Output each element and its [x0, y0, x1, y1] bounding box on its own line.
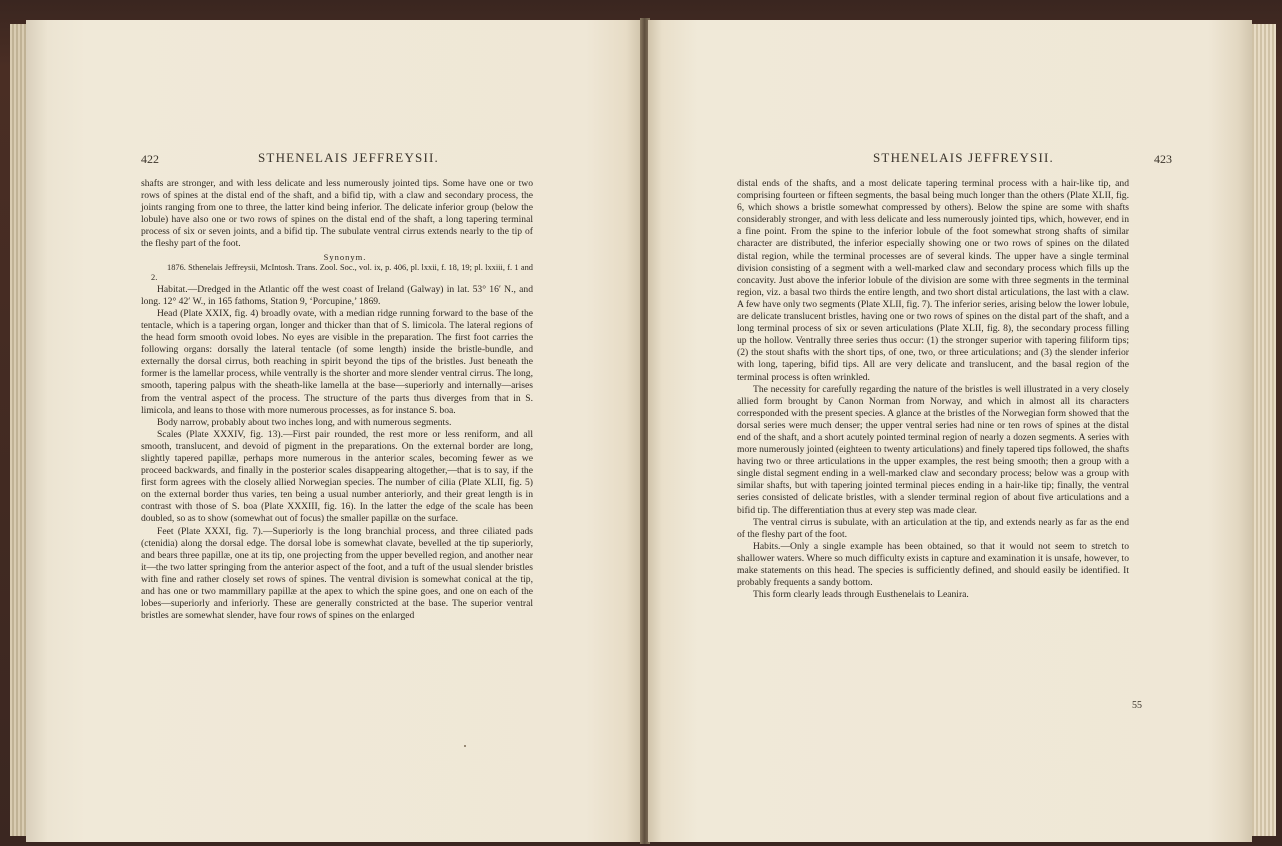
right-running-title: STHENELAIS JEFFREYSII. — [873, 150, 1054, 165]
right-paragraph: The ventral cirrus is subulate, with an articulation at the tip, and extends nearly as far as the end of the fleshy part of the foot. — [737, 516, 1129, 540]
left-page — [26, 20, 642, 842]
head-paragraph: Head (Plate XXIX, fig. 4) broadly ovate, with a median ridge running forward to the base of the tentacle, which is a tapering organ, longer and thicker than that of S. limicola. The lateral regions of the head form smooth ovoid lobes. No eyes are visible in the preparation. The first foot carries the following organs: dorsally the lateral tentacle (of some length) inside the bristle-bundle, and externally the dorsal cirrus, both reaching in spirit beyond the tips of the bristles. Just beneath the former is the lamellar process, while ventrally is the shorter and more slender ventral cirrus. The long, smooth, tapering palpus with the sheath-like lamella at the base—superiorly and internally—arises from the ventral aspect of the process. The structure of the parts thus diverges from that in S. limicola, and leans to those with more numerous processes, as for instance S. boa. — [141, 307, 533, 416]
left-page-edges — [10, 24, 26, 836]
right-page — [648, 20, 1252, 842]
left-paragraph: shafts are stronger, and with less delicate and less numerously jointed tips. Some have one or two rows of spines at the distal end of the shaft, and a bifid tip, with a claw and secondary process, the joints ranging from one to three, the latter kind being inferior. The delicate inferior group (below the lobule) have also one or two rows of spines on the distal end of the shaft, a long tapering terminal process of six or seven joints, and a bifid tip. The subulate ventral cirrus extends nearly to the tip of the fleshy part of the foot. — [141, 178, 533, 250]
scales-paragraph: Scales (Plate XXXIV, fig. 13).—First pair rounded, the rest more or less reniform, and all smooth, translucent, and devoid of pigment in the preparations. On the external border are long, slightly tapered papillæ, perhaps more numerous in the anterior scales, becoming fewer as we proceed backwards, and finally in the posterior scales disappearing altogether,—that is to say, if the first form agrees with the closely allied Norwegian species. The number of cilia (Plate XLII, fig. 5) on the external border thus varies, ten being a usual number anteriorly, and their great length is in contrast with those of S. boa (Plate XXXIII, fig. 16). In the latter the edge of the scale has been doubled, so as to show (somewhat out of focus) the smaller papillæ on the surface. — [141, 428, 533, 525]
habits-paragraph: Habits.—Only a single example has been obtained, so that it would not seem to stretch to shallower waters. Where so much difficulty exists in capture and examination it is unsafe, however, to make statements on this head. The species is sufficiently defined, and should easily be identified. It probably frequents a sandy bottom. — [737, 540, 1129, 589]
right-page-edges — [1250, 24, 1276, 836]
right-page-number: 423 — [1154, 152, 1172, 166]
feet-paragraph: Feet (Plate XXXI, fig. 7).—Superiorly is the long branchial process, and three ciliated pads (ctenidia) along the dorsal edge. The dorsal lobe is somewhat clavate, bevelled at the tip superiorly, and bears three papillæ, one at its tip, one projecting from the upper bevelled region, and another near it—the two latter springing from the anterior aspect of the foot, and a tuft of the usual slender bristles with fine and rather closely set rows of spines. The ventral division is somewhat conical at the tip, and has one or two mammillary papillæ at the apex to which the spine goes, and one on each of the lobes—superiorly and inferiorly. These are generally constricted at the base. The superior ventral bristles are somewhat slender, have four rows of spines on the enlarged — [141, 525, 533, 622]
signature-mark: 55 — [1132, 700, 1142, 711]
right-text-block — [737, 178, 1129, 601]
right-paragraph: This form clearly leads through Eusthenelais to Leanira. — [753, 589, 969, 601]
left-page-number: 422 — [141, 152, 159, 166]
body-paragraph: Body narrow, probably about two inches long, and with numerous segments. — [157, 416, 452, 428]
left-running-title: STHENELAIS JEFFREYSII. — [258, 150, 439, 165]
synonym-heading: Synonym. — [323, 251, 367, 262]
right-paragraph: distal ends of the shafts, and a most delicate tapering terminal process with a hair-like tip, and comprising fourteen or fifteen segments, the basal being much longer than the others (Plate XLII, fig. 6, which shows a bristle somewhat compressed by others). Below the spine are some with shafts considerably stronger, and with less delicate and less numerously jointed tips, which, however, end in a fine point. From the spine to the inferior lobule of the foot somewhat strong shafts of similar character are distributed, the inferior especially showing one or two rows of spines on the dilated distal region, while the terminal processes are of several kinds. The upper have a single terminal division consisting of a segment with a well-marked claw and secondary process which fills up the concavity. Just above the inferior lobule of the division are some with three segments in the terminal region, viz. a basal two thirds the entire length, and two short distal articulations, the last with a claw. A few have only two segments (Plate XLII, fig. 7). The inferior series, arising below the lower lobule, are delicate translucent bristles, having one or two rows of spines on the distal part of the shaft, and a long terminal process of six or seven articulations (Plate XLII, fig. 8), the secondary process filling up the hollow. Ventrally three series thus occur: (1) the stronger superior with tapering filiform tips; (2) the stout shafts with the short tips, of one, two, or three articulations; and (3) the slender inferior with long, tapering, bifid tips. All are very delicate and translucent, and the basal region of the terminal process is often wrinkled. — [737, 178, 1129, 383]
page-speck — [464, 745, 466, 747]
habitat-paragraph: Habitat.—Dredged in the Atlantic off the west coast of Ireland (Galway) in lat. 53° 16′ N., and long. 12° 42′ W., in 165 fathoms, Station 9, ‘Porcupine,’ 1869. — [141, 283, 533, 307]
left-text-block — [141, 178, 533, 622]
synonym-entry: 1876. Sthenelais Jeffreysii, McIntosh. Trans. Zool. Soc., vol. ix, p. 406, pl. lxxii, f. 18, 19; pl. lxxiii, f. 1 and 2. — [151, 262, 533, 283]
right-paragraph: The necessity for carefully regarding the nature of the bristles is well illustrated in a very closely allied form brought by Canon Norman from Norway, and which in almost all its characters corresponded with the present species. A glance at the bristles of the Norwegian form showed that the dorsal series were much denser; the upper ventral series had nine or ten rows of spines at the distal end of the shaft, and a short acutely pointed terminal region of nearly a dozen segments. A series with more numerously jointed (eighteen to twenty articulations) and finely tapered tips followed, the shafts having two or three articulations in the upper examples, the rest being smooth; then a group with a single distal segment ending in a well-marked claw and secondary process; below was a group with similar shafts, but with tapering jointed terminal pieces ending in a hair-like tip; finally, the ventral series consisted of delicate bristles, with a slender terminal region of about five articulations and a bifid tip. The differentiation thus at every step was made clear. — [737, 383, 1129, 516]
